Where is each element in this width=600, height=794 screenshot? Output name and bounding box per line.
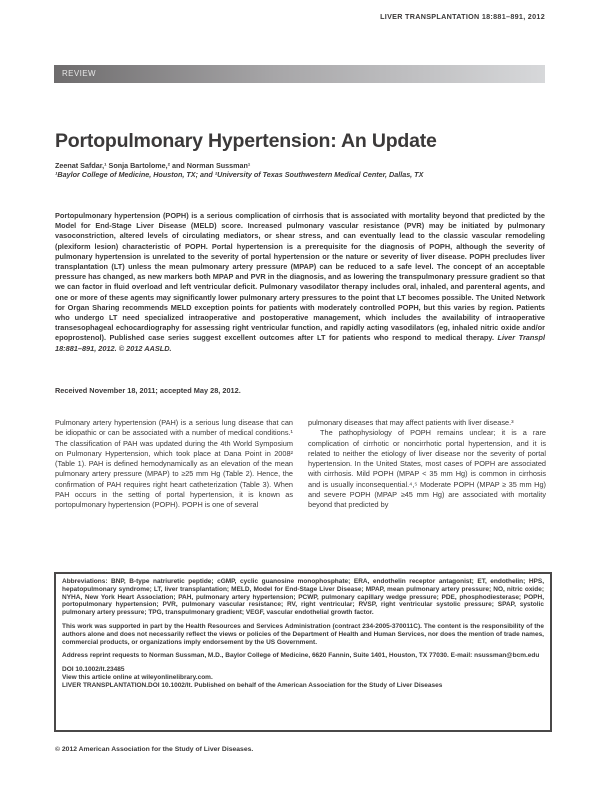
abstract <box>55 211 545 354</box>
author-affiliations: ¹Baylor College of Medicine, Houston, TX; and ²University of Texas Southwestern Medical Center, Dallas, TX <box>55 170 424 179</box>
abstract-text: Portopulmonary hypertension (POPH) is a serious complication of cirrhosis that is associated with mortality beyond that predicted by the Model for End-Stage Liver Disease (MELD) score. Increased pulmonary vascular resistance (PVR) may be initiated by pulmonary vasoconstriction, altered levels of circulating mediators, or shear stress, and can eventually lead to the classic vascular remodeling (plexiform lesion) characteristic of POPH. Portal hypertension is a prerequisite for the diagnosis of POPH, although the severity of pulmonary hypertension is unrelated to the severity of portal hypertension or the nature or severity of liver disease. POPH precludes liver transplantation (LT) unless the mean pulmonary artery pressure (MPAP) can be reduced to a safe level. The concept of an acceptable pressure has changed, as new markers both MPAP and PVR in the diagnosis, and as lowering the transpulmonary pressure gradient so that we can factor in fluid overload and left ventricular deficit. Pulmonary vasodilator therapy includes oral, inhaled, and parenteral agents, and one or more of these agents may significantly lower pulmonary artery pressures to the point that LT becomes possible. The United Network for Organ Sharing recommends MELD exception points for patients with moderately controlled POPH, but this varies by region. Patients who undergo LT need specialized intraoperative and postoperative management, which includes the availability of intraoperative transesophageal echocardiography for assessing right ventricular function, and rapidly acting vasodilators (eg, inhaled nitric oxide and/or epoprostenol). Published case series suggest excellent outcomes after LT for patients who respond to medical therapy. <box>55 211 545 343</box>
body-column-right <box>308 418 546 511</box>
article-authors: Zeenat Safdar,¹ Sonja Bartolome,² and Norman Sussman¹ <box>55 161 251 170</box>
abbreviations-note: Abbreviations: BNP, B-type natriuretic peptide; cGMP, cyclic guanosine monophosphate; ERA, endothelin receptor antagonist; ET, endothelin; HPS, hepatopulmonary syndrome; LT, liver transplantation; MELD, Model for End-Stage Liver Disease; MPAP, mean pulmonary artery pressure; NO, nitric oxide; NYHA, New York Heart Association; PAH, pulmonary artery hypertension; PCWP, pulmonary capillary wedge pressure; PDE, phosphodiesterase; POPH, portopulmonary hypertension; PVR, pulmonary vascular resistance; RV, right ventricular; RVSP, right ventricular systolic pressure; SPAP, systolic pulmonary artery pressure; TPG, transpulmonary gradient; VEGF, vascular endothelial growth factor. <box>62 578 544 617</box>
body-paragraph: The pathophysiology of POPH remains unclear; it is a rare complication of cirrhotic or noncirrhotic portal hypertension, and it is related to neither the etiology of liver disease nor the severity of portal hypertension. In the United States, most cases of POPH are associated with cirrhosis. Mild POPH (MPAP < 35 mm Hg) is common in cirrhosis and is usually inconsequential.⁴,⁵ Moderate POPH (MPAP ≥ 35 mm Hg) and severe POPH (MPAP ≥45 mm Hg) are associated with mortality beyond that predicted by <box>308 428 546 510</box>
online-note: View this article online at wileyonlinelibrary.com. <box>62 673 213 681</box>
abstract-citation: Liver Transpl 18:881–891, 2012. © 2012 AASLD. <box>55 333 545 353</box>
funding-note: This work was supported in part by the Health Resources and Services Administration (contract 234-2005-370011C). The content is the responsibility of the authors alone and does not necessarily reflect the views or policies of the Department of Health and Human Services, nor does the mention of trade names, commercial products, or organizations imply endorsement by the US Government. <box>62 622 544 646</box>
body-column-left <box>55 418 293 511</box>
section-label: REVIEW <box>62 69 96 78</box>
doi: DOI 10.1002/lt.23485 <box>62 666 125 674</box>
body-paragraph: Pulmonary artery hypertension (PAH) is a serious lung disease that can be idiopathic or can be associated with a number of medical conditions.¹ The classification of PAH was updated during the 4th World Symposium on Pulmonary Hypertension, which took place at Dana Point in 2008² (Table 1). PAH is defined hemodynamically as an elevation of the mean pulmonary artery pressure (MPAP) to ≥25 mm Hg (Table 2). Hence, the confirmation of PAH requires right heart catheterization (Table 3). When PAH occurs in the setting of portal hypertension, it is known as portopulmonary hypertension (POPH). POPH is one of several <box>55 418 293 510</box>
correspondence-note: Address reprint requests to Norman Sussman, M.D., Baylor College of Medicine, 6620 Fannin, Suite 1401, Houston, TX 77030. E-mail: nsussman@bcm.edu <box>62 652 540 660</box>
journal-citation-header: LIVER TRANSPLANTATION 18:881–891, 2012 <box>380 12 545 21</box>
section-banner <box>54 65 545 83</box>
body-paragraph: pulmonary diseases that may affect patients with liver disease.³ <box>308 418 514 427</box>
publisher-note: LIVER TRANSPLANTATION.DOI 10.1002/lt. Published on behalf of the American Association for the Study of Liver Diseases <box>62 681 443 689</box>
copyright-notice: © 2012 American Association for the Study of Liver Diseases. <box>55 746 254 753</box>
received-date: Received November 18, 2011; accepted May 28, 2012. <box>55 386 241 395</box>
footnote-box <box>54 572 552 732</box>
article-title: Portopulmonary Hypertension: An Update <box>55 130 437 152</box>
